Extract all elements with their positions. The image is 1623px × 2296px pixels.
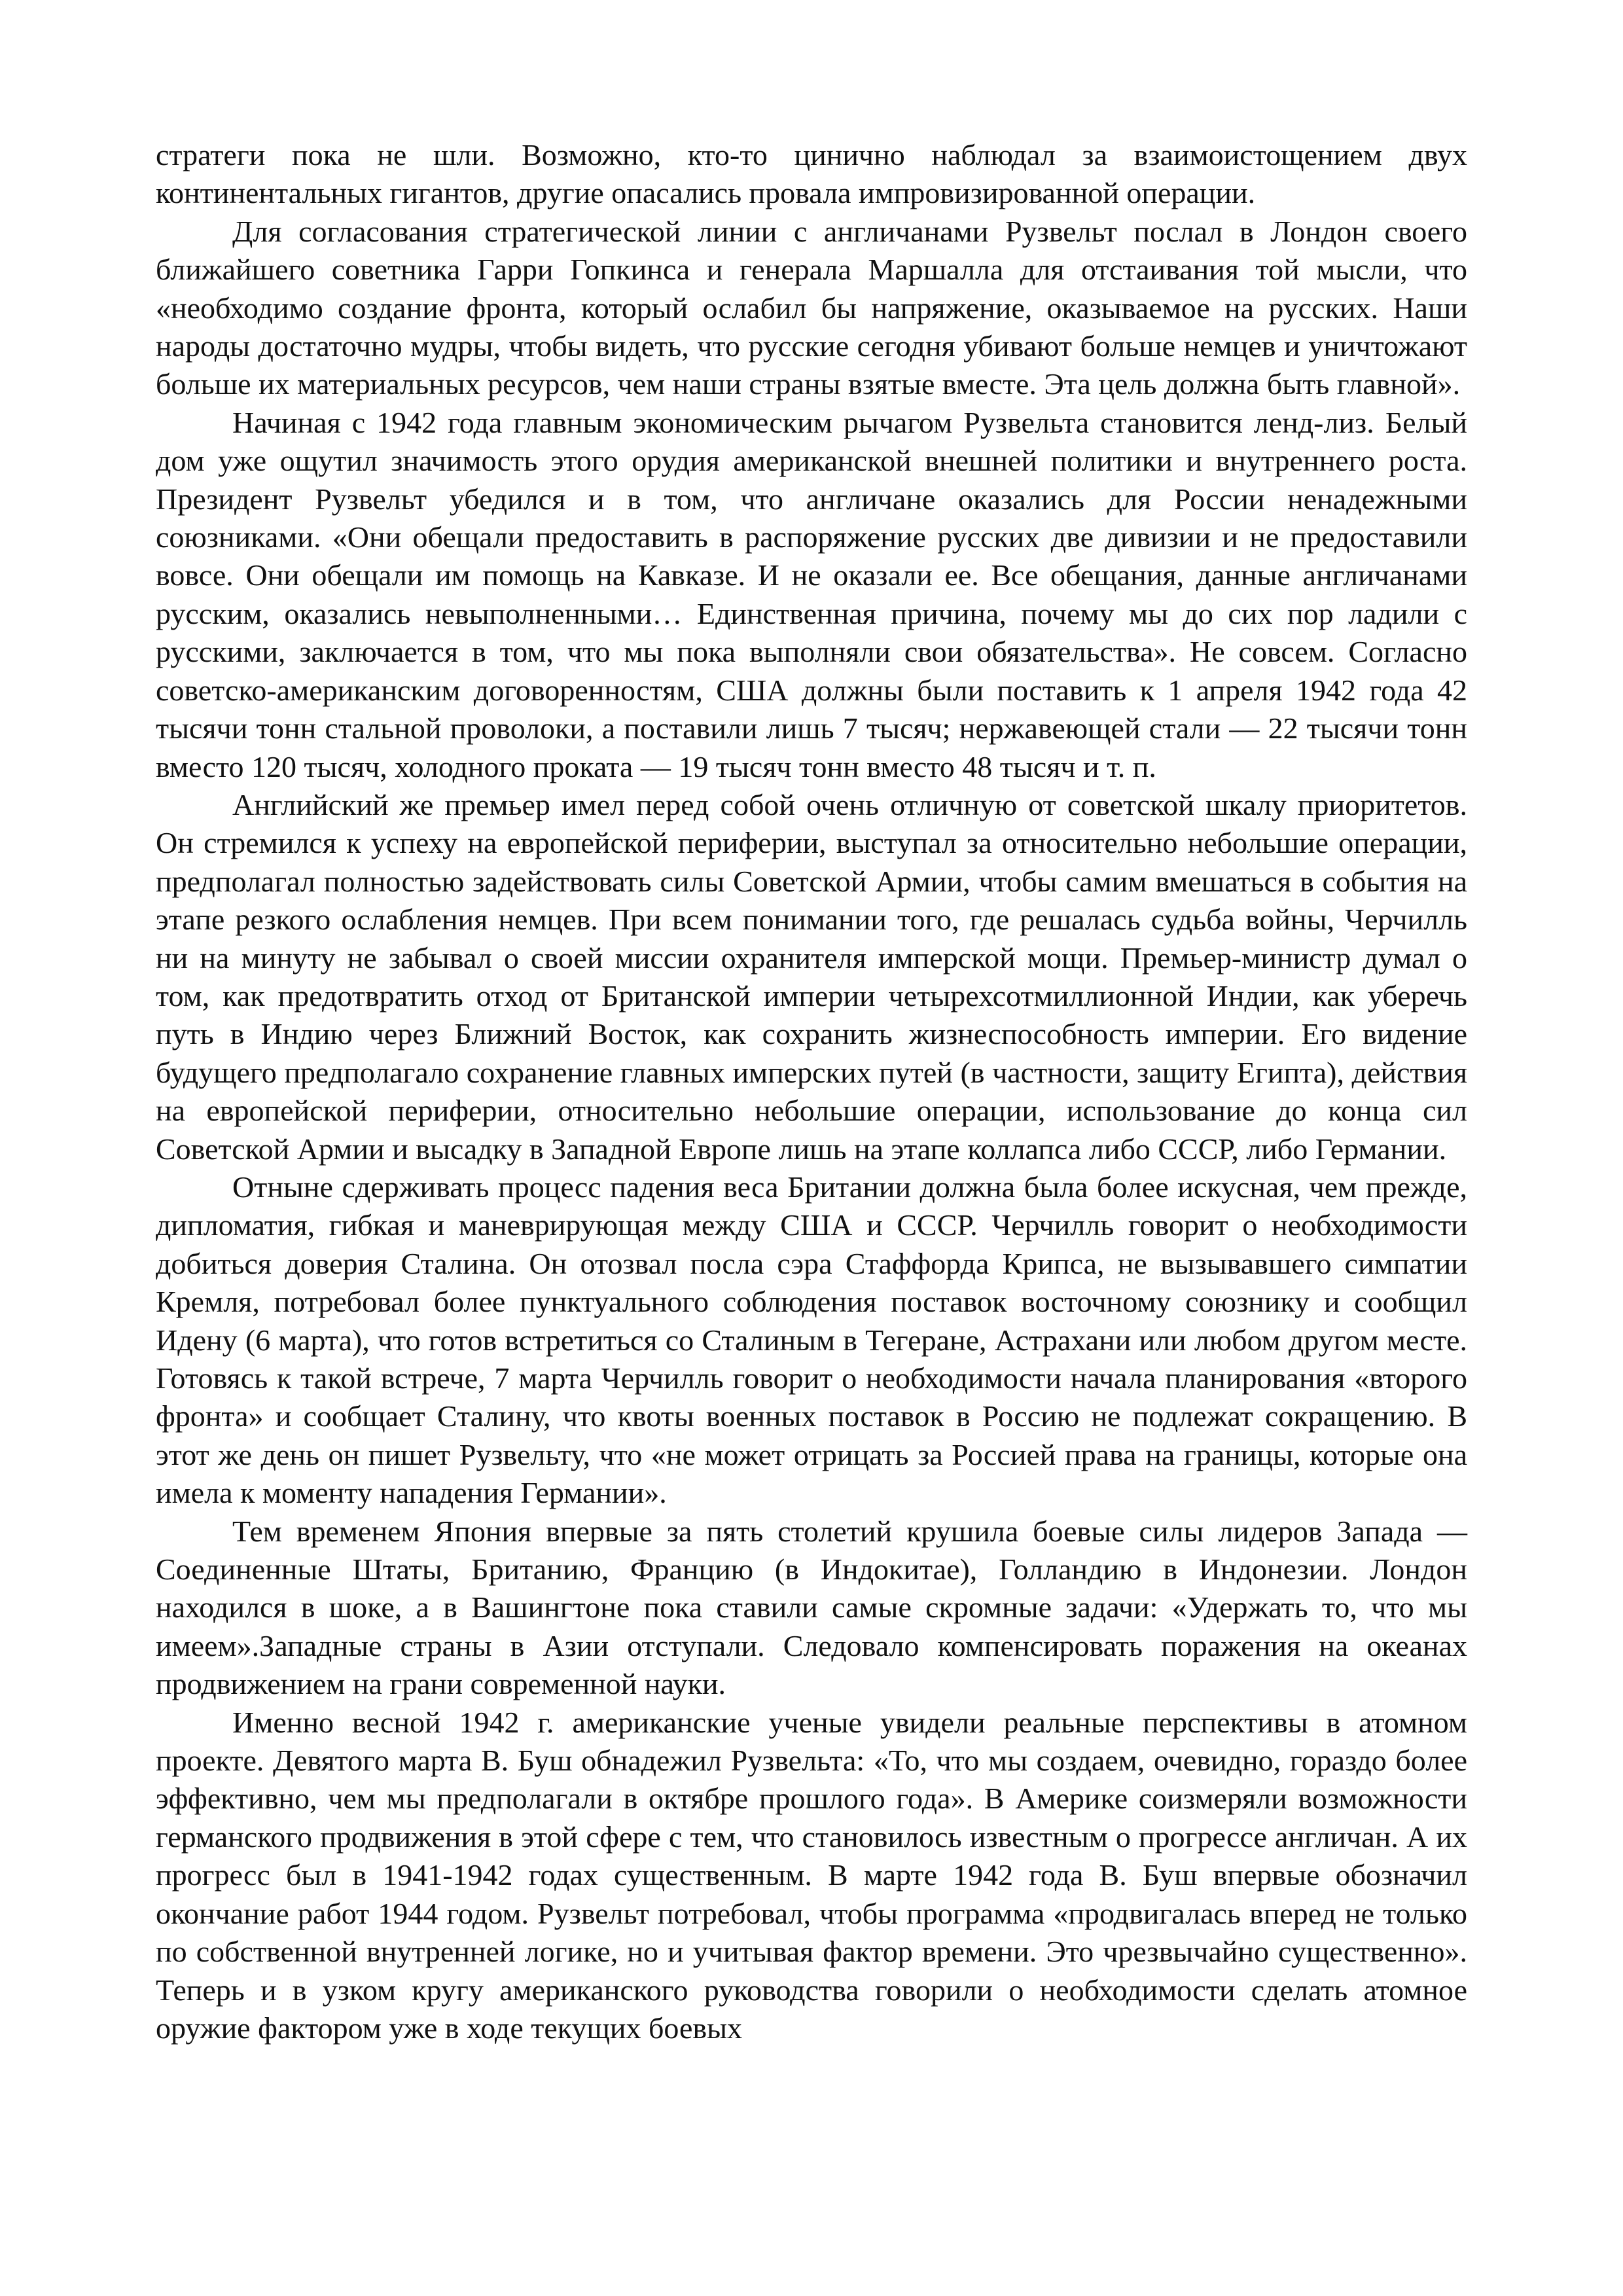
paragraph-4: Английский же премьер имел перед собой очень отличную от советской шкалу приоритетов. Он стремился к успеху на европейской периферии, выступал за относительно небольшие операции, предполагал полностью задействовать силы Советской Армии, чтобы самим вмешаться в события на этапе резкого ослабления немцев. При всем понимании того, где решалась судьба войны, Черчилль ни на минуту не забывал о своей миссии охранителя имперской мощи. Премьер-министр думал о том, как предотвратить отход от Британской империи четырехсотмиллионной Индии, как уберечь путь в Индию через Ближний Восток, как сохранить жизнеспособность империи. Его видение будущего предполагало сохранение главных имперских путей (в частности, защиту Египта), действия на европейской периферии, относительно небольшие операции, использование до конца сил Советской Армии и высадку в Западной Европе лишь на этапе коллапса либо СССР, либо Германии. [156,787,1467,1166]
paragraph-5: Отныне сдерживать процесс падения веса Британии должна была более искусная, чем прежде, дипломатия, гибкая и маневрирующая между США и СССР. Черчилль говорит о необходимости добиться доверия Сталина. Он отозвал посла сэра Стаффорда Крипса, не вызывавшего симпатии Кремля, потребовал более пунктуального соблюдения поставок восточному союзнику и сообщил Идену (6 марта), что готов встретиться со Сталиным в Тегеране, Астрахани или любом другом месте. Готовясь к такой встрече, 7 марта Черчилль говорит о необходимости начала планирования «второго фронта» и сообщает Сталину, что квоты военных поставок в Россию не подлежат сокращению. В этот же день он пишет Рузвельту, что «не может отрицать за Россией права на границы, которые она имела к моменту нападения Германии». [156,1170,1467,1510]
document-page [156,136,1467,2047]
paragraph-2: Для согласования стратегической линии с англичанами Рузвельт послал в Лондон своего ближайшего советника Гарри Гопкинса и генерала Маршалла для отстаивания той мысли, что «необходимо создание фронта, который ослабил бы напряжение, оказываемое на русских. Наши народы достаточно мудры, чтобы видеть, что русские сегодня убивают больше немцев и уничтожают больше их материальных ресурсов, чем наши страны взятые вместе. Эта цель должна быть главной». [156,214,1467,401]
paragraph-7: Именно весной 1942 г. американские ученые увидели реальные перспективы в атомном проекте. Девятого марта В. Буш обнадежил Рузвельта: «То, что мы создаем, очевидно, гораздо более эффективно, чем мы предполагали в октябре прошлого года». В Америке соизмеряли возможности германского продвижения в этой сфере с тем, что становилось известным о прогрессе англичан. А их прогресс был в 1941-1942 годах существенным. В марте 1942 года В. Буш впервые обозначил окончание работ 1944 годом. Рузвельт потребовал, чтобы программа «продвигалась вперед не только по собственной внутренней логике, но и учитывая фактор времени. Это чрезвычайно существенно». Теперь и в узком кругу американского руководства говорили о необходимости сделать атомное оружие фактором уже в ходе текущих боевых [156,1705,1467,2045]
paragraph-1: стратеги пока не шли. Возможно, кто-то цинично наблюдал за взаимоистощением двух континентальных гигантов, другие опасались провала импровизированной операции. [156,138,1467,210]
paragraph-6: Тем временем Япония впервые за пять столетий крушила боевые силы лидеров Запада — Соединенные Штаты, Британию, Францию (в Индокитае), Голландию в Индонезии. Лондон находился в шоке, а в Вашингтоне пока ставили самые скромные задачи: «Удержать то, что мы имеем».Западные страны в Азии отступали. Следовало компенсировать поражения на океанах продвижением на грани современной науки. [156,1514,1467,1701]
paragraph-3: Начиная с 1942 года главным экономическим рычагом Рузвельта становится ленд-лиз. Белый дом уже ощутил значимость этого орудия американской внешней политики и внутреннего роста. Президент Рузвельт убедился и в том, что англичане оказались для России ненадежными союзниками. «Они обещали предоставить в распоряжение русских две дивизии и не предоставили вовсе. Они обещали им помощь на Кавказе. И не оказали ее. Все обещания, данные англичанами русским, оказались невыполненными… Единственная причина, почему мы до сих пор ладили с русскими, заключается в том, что мы пока выполняли свои обязательства». Не совсем. Согласно советско-американским договоренностям, США должны были поставить к 1 апреля 1942 года 42 тысячи тонн стальной проволоки, а поставили лишь 7 тысяч; нержавеющей стали — 22 тысячи тонн вместо 120 тысяч, холодного проката — 19 тысяч тонн вместо 48 тысяч и т. п. [156,405,1467,783]
